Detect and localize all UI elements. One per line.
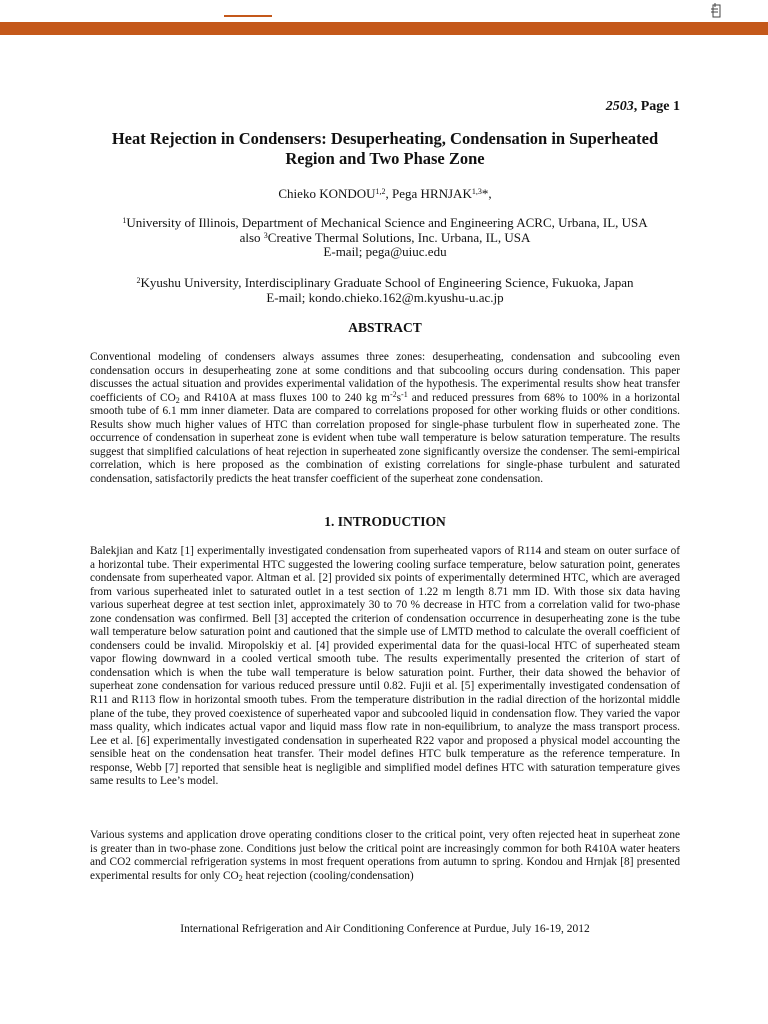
author-line [90, 186, 680, 201]
abstract-paragraph: Conventional modeling of condensers always assumes three zones: desuperheating, condensation and subcooling even condensation occurs in desuperheating zone at some conditions and that subcooling occurs during condensation. This paper discusses the actual situation and provides experimental validation of the hypothesis. The experimental results show heat transfer coefficients of $CO_2$ and R410A at mass fluxes 100 to 240 kg $m^{-2}s^{-1}$ and reduced pressures from 68% to 100% in a horizontal smooth tube of 6.1 mm inner diameter. Data are compared to correlations proposed for other working fluids or other conditions. Results show much higher values of HTC than correlation proposed for single-phase turbulent flow in superheated zone. The occurrence of condensation in superheat zone is evident when tube wall temperature is below saturation temperature. The results suggest that simplified calculations of heat rejection in superheated zone significantly oversize the condenser. The semi-empirical correlation, which is here proposed as the combination of existing correlations for single-phase turbulent and saturated condensation, satisfactorily predicts the heat transfer coefficient of the superheat zone condensation. [90, 351, 680, 485]
affiliation-line: $^1$University of Illinois, Department of Mechanical Science and Engineering ACRC, Urbana, IL, USA [122, 215, 648, 230]
affiliation-block [90, 276, 680, 305]
body-paragraph: Balekjian and Katz [1] experimentally investigated condensation from superheated vapors of R114 and steam on outer surface of a horizontal tube. Their experimental HTC suggested the lowering cooling surface temperature, below saturation point, generates condensate from superheated vapor. Altman et al. [2] provided six points of experimentally determined HTC, which are averaged from various superheated inlet to saturated outlet in a test section of 1.22 m length 8.71 mm ID. With those six data having various superheat degree at test section inlet, approximately 30 to 70 % decrease in HTC from a correlation valid for two-phase zone condensation was confirmed. Bell [3] accepted the criterion of condensation occurrence in desuperheating zone is the tube wall temperature below saturation point and cautioned that the simple use of LMTD method to calculate the overall coefficient of condensers could be invalid. Miropolskiy et al. [4] provided experimental data for the quasi-local HTC of superheated steam vapor flowing downward in a cooled vertical smooth tube. The results experimentally presented the criterion of start of condensation which is when the tube wall temperature is below saturation point. Further, their data showed the behavior of superheat zone condensation for various reduced pressure until 0.82. Fujii et al. [5] experimentally investigated condensation of R11 and R113 flow in horizontal smooth tubes. From the temperature distribution in the radial direction of the horizontal middle plane of the tube, they proved coexistence of superheated vapor and subcooled liquid in condensation flow. They varied the vapor mass quality, which indicates actual vapor and liquid mass flow rate in non-equilibrium, to analyze the mass transport process. Lee et al. [6] experimentally investigated condensation in superheated R22 vapor and proposed a physical model accounting the sensible heat on the condensation heat transfer. Their model defines HTC bulk temperature as the reference temperature. In response, Webb [7] reported that sensible heat is negligible and simplified model defines HTC with saturation temperature gives same results to Lee’s model. [90, 545, 680, 788]
paper-title: Heat Rejection in Condensers: Desuperheating, Condensation in Superheated Region and Two Phase Zone [111, 129, 659, 168]
page-number [606, 99, 680, 115]
affiliation-block [90, 216, 680, 260]
email-line: E-mail; pega@uiuc.edu [323, 244, 447, 259]
paper-number: 2503 [605, 99, 634, 114]
author-name: Pega HRNJAK [392, 186, 472, 201]
affiliation-mark: 3 [263, 230, 268, 240]
page-label: , Page 1 [633, 99, 680, 114]
email-line: E-mail; kondo.chieko.162@m.kyushu-u.ac.jp [266, 289, 504, 305]
page-footer: International Refrigeration and Air Conditioning Conference at Purdue, July 16-19, 2012 [180, 923, 590, 935]
author-affiliation-mark: 1,3 [471, 187, 482, 196]
header-rule [224, 15, 272, 17]
affiliation-line: also $^3$Creative Thermal Solutions, Inc. Urbana, IL, USA [239, 229, 531, 245]
author-affiliation-mark: 1,2 [375, 187, 386, 196]
affiliation-mark: 2 [136, 276, 141, 285]
author-separator: , [385, 186, 393, 201]
header-band [0, 22, 768, 35]
author-name: Chieko KONDOU [278, 186, 376, 201]
paper-document-icon [709, 3, 723, 19]
affiliation-mark: 1 [122, 216, 127, 225]
affiliation-line: $^2$Kyushu University, Interdisciplinary Graduate School of Engineering Science, Fukuoka, Japan [136, 275, 634, 290]
author-trailing: *, [481, 186, 492, 201]
section-heading: 1. INTRODUCTION [324, 514, 446, 529]
section-heading: ABSTRACT [348, 320, 422, 335]
body-paragraph: Various systems and application drove operating conditions closer to the critical point, very often rejected heat in superheat zone is greater than in two-phase zone. Conditions just below the critical point are increasingly common for both R410A water heaters and CO2 commercial refrigeration systems in most frequent operations from autumn to spring. Kondou and Hrnjak [8] presented experimental results for only $CO_2$ heat rejection (cooling/condensation) [90, 829, 680, 883]
